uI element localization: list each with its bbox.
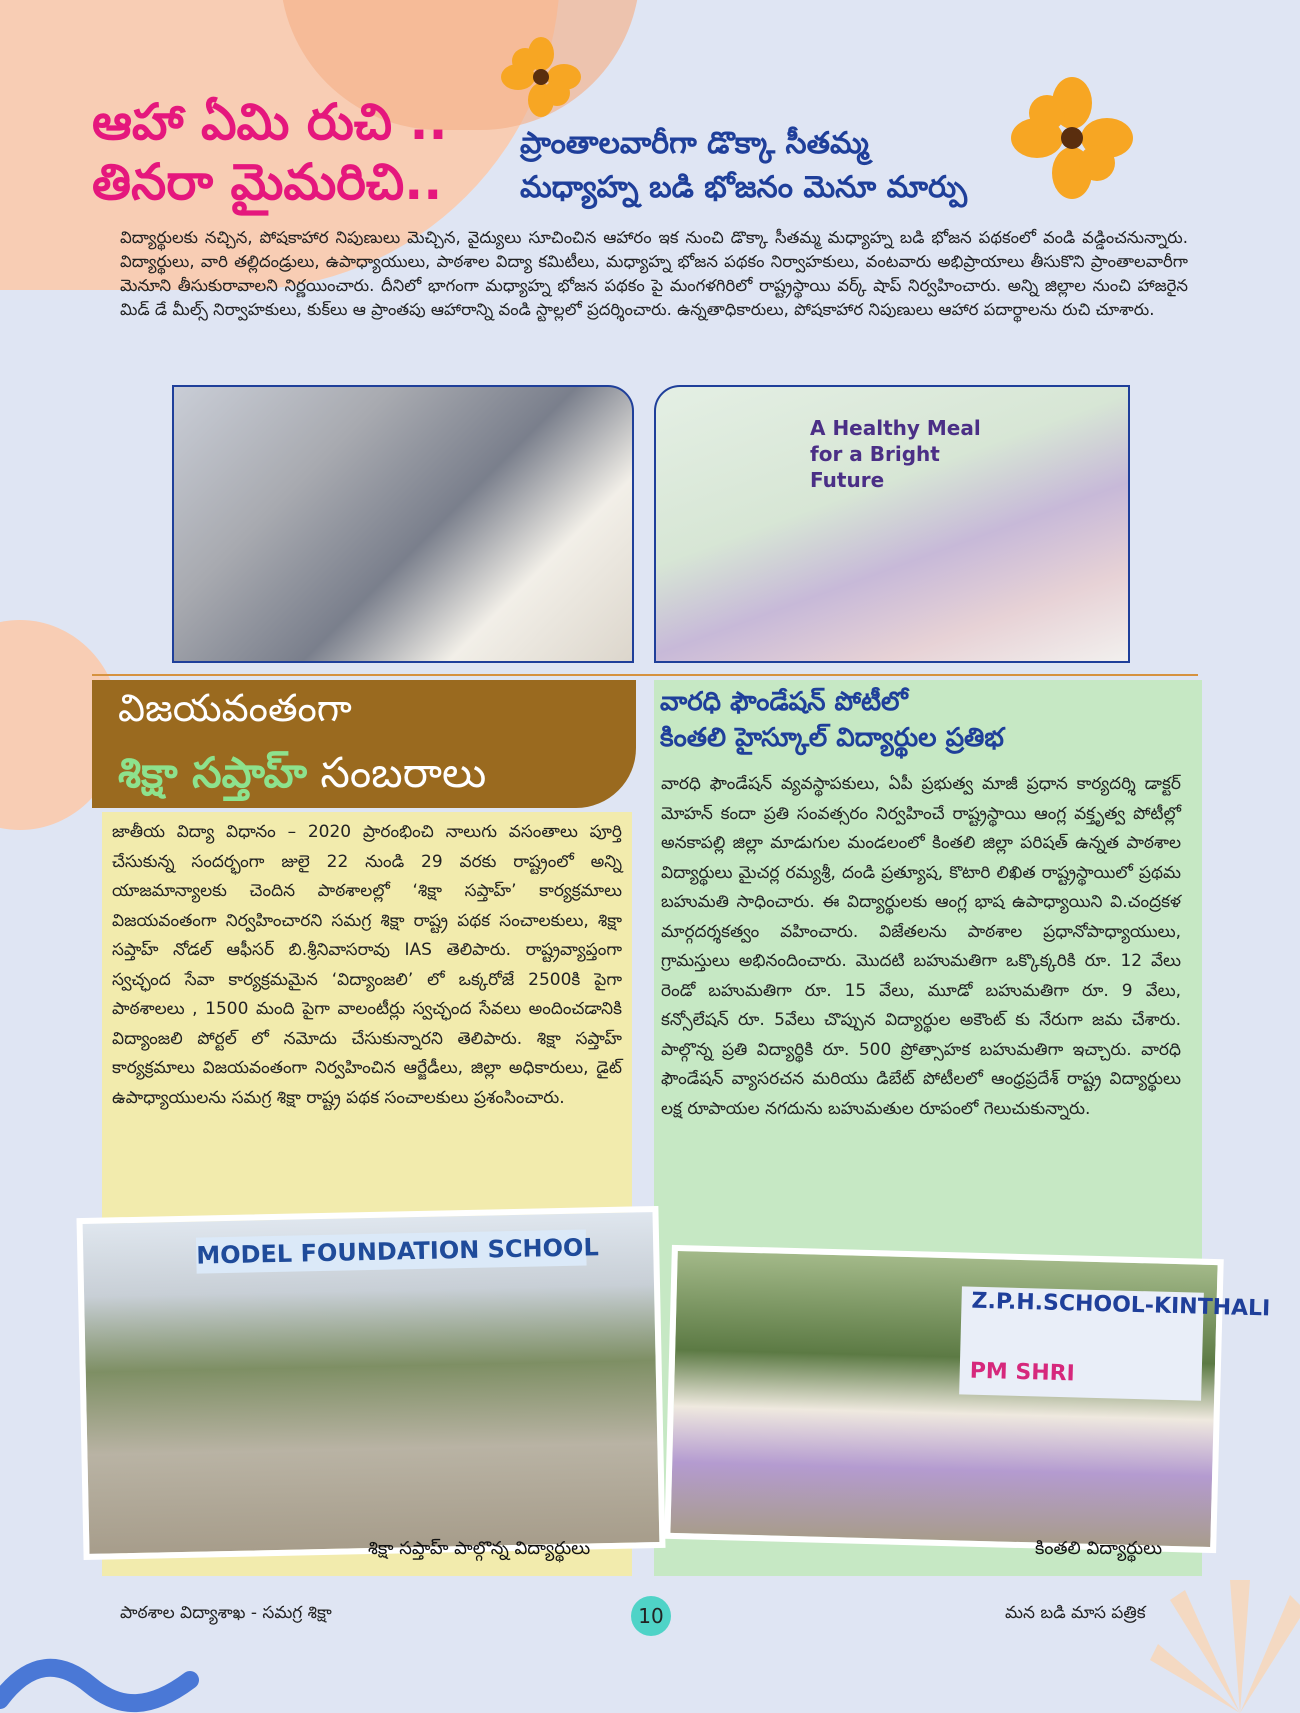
banner-text: A Healthy Meal for a Bright Future (810, 416, 981, 492)
decorative-fan (1130, 1540, 1300, 1713)
page-number: 10 (631, 1596, 671, 1636)
left-heading-rest: సంబరాలు (320, 748, 487, 797)
flower-icon (500, 36, 582, 118)
sub-title-line2: మధ్యాహ్న బడి భోజనం మెనూ మార్పు (520, 170, 968, 205)
school-sign-line1: Z.P.H.SCHOOL-KINTHALI (971, 1288, 1271, 1322)
right-heading (660, 684, 1004, 756)
school-sign: MODEL FOUNDATION SCHOOL (196, 1229, 587, 1273)
right-photo-caption: కింతలి విద్యార్థులు (1035, 1538, 1163, 1559)
school-sign (959, 1286, 1271, 1400)
photo-kinthali-students (664, 1245, 1271, 1553)
sub-title-line1: ప్రాంతాలవారీగా డొక్కా సీతమ్మ (520, 126, 869, 161)
sub-title (520, 122, 967, 210)
intro-paragraph: విద్యార్థులకు నచ్చిన, పోషకాహార నిపుణులు మెచ్చిన, వైద్యులు సూచించిన ఆహారం ఇక నుంచి డొక్కా సీతమ్మ మధ్యాహ్న బడి భోజన పథకంలో వండి వడ్డించనున్నారు. విద్యార్థులు, వారి తల్లిదండ్రులు, ఉపాధ్యాయులు, పాఠశాల విద్యా కమిటీలు, మధ్యాహ్న భోజన పథకం నిర్వాహకులు, వంటవారు అభిప్రాయాలు తీసుకొని ప్రాంతాలవారీగా మెనూని తీసుకురావాలని నిర్ణయించారు. దీనిలో భాగంగా మధ్యాహ్న భోజన పథకం పై మంగళగిరిలో రాష్ట్రస్థాయి వర్క్ షాప్ నిర్వహించారు. అన్ని జిల్లాల నుంచి హాజరైన మిడ్ డే మీల్స్ నిర్వాహకులు, కుక్‌లు ఆ ప్రాంతపు ఆహారాన్ని వండి స్టాల్లలో ప్రదర్శించారు. ఉన్నతాధికారులు, పోషకాహార నిపుణులు ఆహార పదార్థాలను రుచి చూశారు. (120, 228, 1188, 319)
flower-icon (1012, 78, 1132, 198)
section-divider (92, 674, 1198, 676)
right-heading-line2: కింతలి హైస్కూల్ విద్యార్థుల ప్రతిభ (660, 723, 1004, 753)
main-title (92, 92, 447, 212)
right-heading-line1: వారధి ఫౌండేషన్ పోటీలో (660, 687, 908, 717)
left-heading-line1: విజయవంతంగా (118, 686, 352, 730)
left-photo-caption: శిక్షా సప్తాహ్ పాల్గొన్న విద్యార్థులు (368, 1538, 591, 1559)
left-heading-line2 (118, 748, 486, 808)
left-paragraph: జాతీయ విద్యా విధానం – 2020 ప్రారంభించి నాలుగు వసంతాలు పూర్తి చేసుకున్న సందర్భంగా జులై 22 నుండి 29 వరకు రాష్ట్రంలో అన్ని యాజమాన్యాలకు చెందిన పాఠశాలల్లో ‘శిక్షా సప్తాహ్’ కార్యక్రమాలు విజయవంతంగా నిర్వహించారని సమగ్ర శిక్షా రాష్ట్ర పథక సంచాలకులు, శిక్షా సప్తాహ్ నోడల్ ఆఫీసర్ బి.శ్రీనివాసరావు IAS తెలిపారు. రాష్ట్రవ్యాప్తంగా స్వచ్ఛంద సేవా కార్యక్రమమైన ‘విద్యాంజలి’ లో ఒక్కరోజే 2500కి పైగా పాఠశాలలు , 1500 మంది పైగా వాలంటీర్లు స్వచ్ఛంద సేవలు అందించడానికి విద్యాంజలి పోర్టల్ లో నమోదు చేసుకున్నారని తెలిపారు. శిక్షా సప్తాహ్ కార్యక్రమాలు విజయవంతంగా నిర్వహించిన ఆర్జేడీలు, జిల్లా అధికారులు, డైట్ ఉపాధ్యాయులను సమగ్ర శిక్షా రాష్ట్ర పథక సంచాలకులు ప్రశంసించారు. (112, 822, 622, 1108)
photo-officials-tasting-food (172, 385, 634, 663)
school-sign-line2: PM SHRI (969, 1358, 1076, 1387)
left-heading-highlight: శిక్షా సప్తాహ్ (118, 748, 308, 797)
main-title-line1: ఆహా ఏమి రుచి .. (92, 93, 448, 151)
footer-right-text: మన బడి మాస పత్రిక (1005, 1603, 1146, 1623)
decorative-squiggle (0, 1640, 200, 1713)
photo-workshop-event (654, 385, 1130, 663)
right-paragraph: వారధి ఫౌండేషన్ వ్యవస్థాపకులు, ఏపీ ప్రభుత్వ మాజీ ప్రధాన కార్యదర్శి డాక్టర్ మోహన్ కందా ప్రతి సంవత్సరం నిర్వహించే రాష్ట్రస్థాయి ఆంగ్ల వక్తృత్వ పోటీల్లో అనకాపల్లి జిల్లా మాడుగుల మండలంలో కింతలి జిల్లా పరిషత్ ఉన్నత పాఠశాల విద్యార్థులు మైచర్ల రమ్యశ్రీ, దండి ప్రత్యూష, కొటారి లిఖిత రాష్ట్రస్థాయిలో ప్రథమ బహుమతి సాధించారు. ఈ విద్యార్థులకు ఆంగ్ల భాష ఉపాధ్యాయిని వి.చంద్రకళ మార్గదర్శకత్వం వహించారు. విజేతలను పాఠశాల ప్రధానోపాధ్యాయులు, గ్రామస్తులు అభినందించారు. మొదటి బహుమతిగా ఒక్కొక్కరికి రూ. 12 వేలు రెండో బహుమతిగా రూ. 15 వేలు, మూడో బహుమతిగా రూ. 9 వేలు, కన్సోలేషన్ రూ. 5వేలు చొప్పున విద్యార్థుల అకౌంట్ కు నేరుగా జమ చేశారు. పాల్గొన్న ప్రతి విద్యార్థికి రూ. 500 ప్రోత్సాహక బహుమతిగా ఇచ్చారు. వారధి ఫౌండేషన్ వ్యాసరచన మరియు డిబేట్ పోటీలలో ఆంధ్రప్రదేశ్ రాష్ట్ర విద్యార్థులు లక్ష రూపాయల నగదును బహుమతుల రూపంలో గెలుచుకున్నారు. (661, 774, 1181, 1119)
footer-left-text: పాఠశాల విద్యాశాఖ - సమగ్ర శిక్షా (120, 1603, 332, 1623)
main-title-line2: తినరా మైమరిచి.. (92, 153, 443, 211)
photo-model-foundation-school (76, 1206, 665, 1560)
